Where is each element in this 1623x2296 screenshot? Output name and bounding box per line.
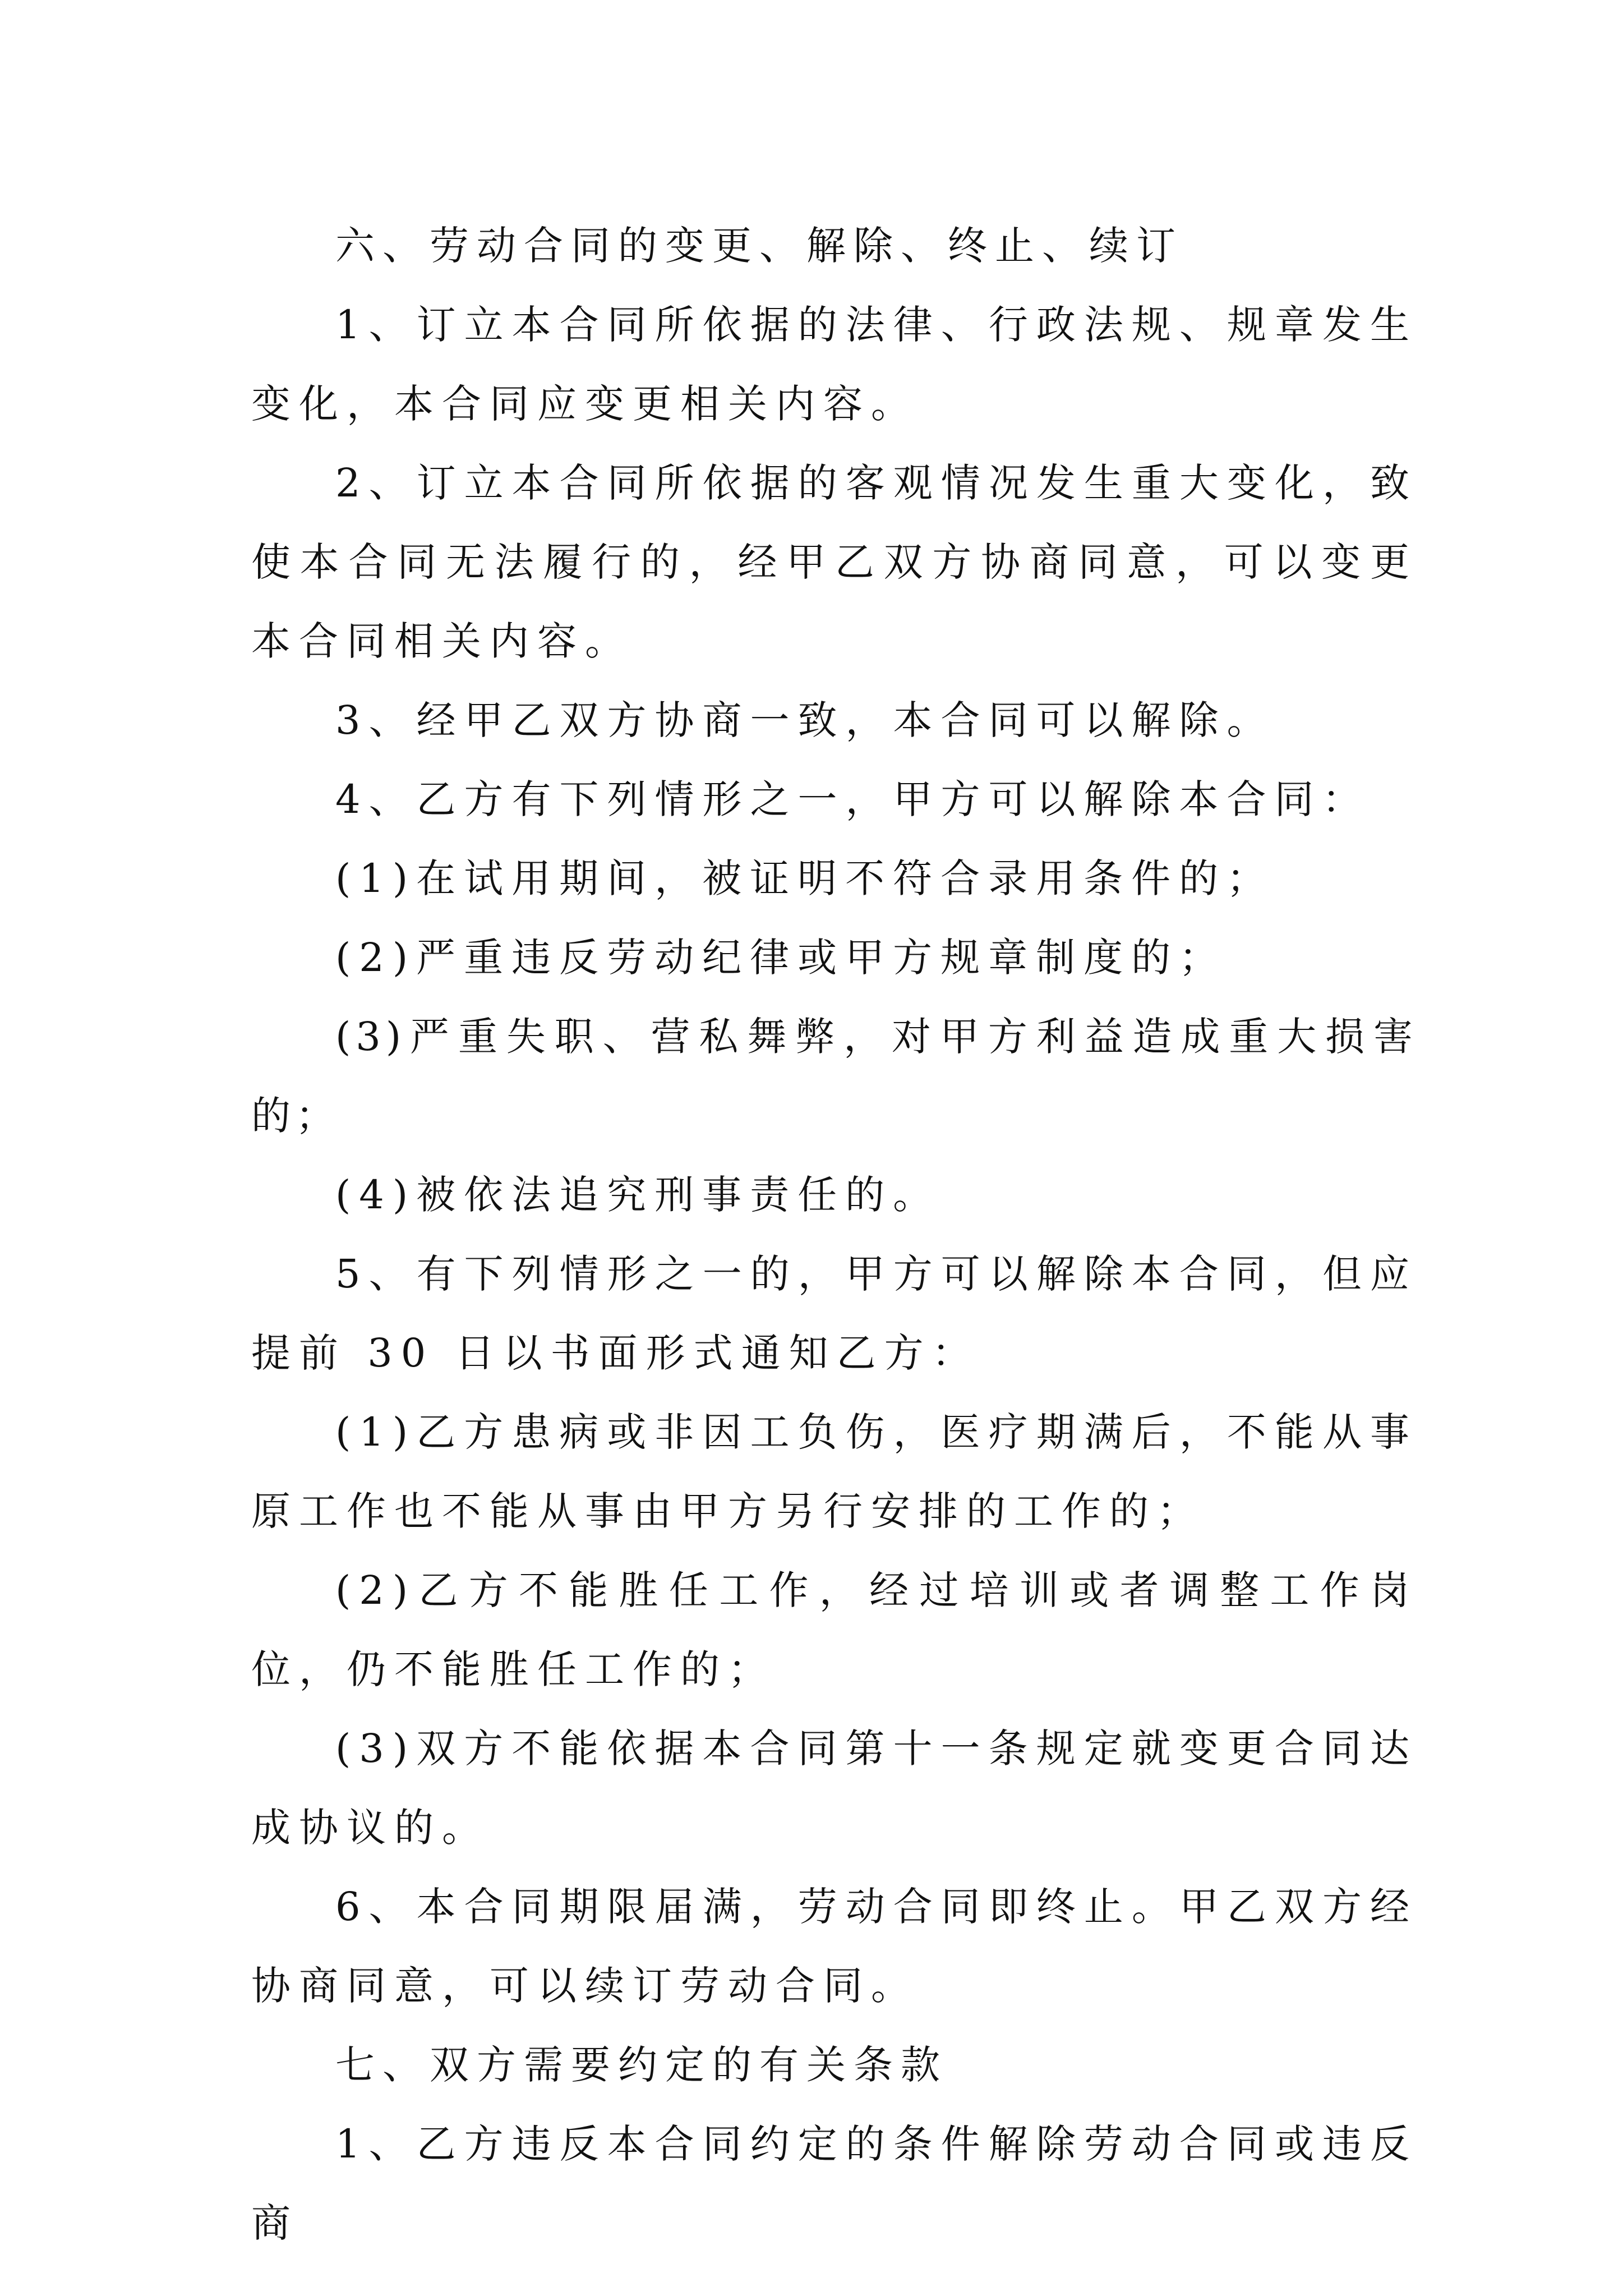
paragraph: 6、本合同期限届满，劳动合同即终止。甲乙双方经协商同意，可以续订劳动合同。 xyxy=(251,1884,1418,2009)
paragraph: 4、乙方有下列情形之一，甲方可以解除本合同： xyxy=(335,776,1370,822)
list-item: (3)双方不能依据本合同第十一条规定就变更合同达成协议的。 xyxy=(251,1726,1418,1851)
paragraph: 3、经甲乙双方协商一致，本合同可以解除。 xyxy=(335,697,1275,743)
list-item: (1)在试用期间，被证明不符合录用条件的； xyxy=(335,855,1275,901)
list-item: (2)严重违反劳动纪律或甲方规章制度的； xyxy=(335,935,1227,981)
paragraph: 1、乙方违反本合同约定的条件解除劳动合同或违反商 xyxy=(251,2121,1418,2246)
list-item: (2)乙方不能胜任工作，经过培训或者调整工作岗位，仍不能胜任工作的； xyxy=(251,1567,1418,1692)
list-item: (4)被依法追究刑事责任的。 xyxy=(335,1172,941,1218)
paragraph: 2、订立本合同所依据的客观情况发生重大变化，致使本合同无法履行的，经甲乙双方协商同意，可以变更本合同相关内容。 xyxy=(251,460,1418,664)
section-7-heading: 七、双方需要约定的有关条款 xyxy=(335,2042,948,2088)
document-body xyxy=(251,206,1418,2263)
list-item: (1)乙方患病或非因工负伤，医疗期满后，不能从事原工作也不能从事由甲方另行安排的工作的； xyxy=(251,1409,1418,1534)
list-item: (3)严重失职、营私舞弊，对甲方利益造成重大损害的； xyxy=(251,1014,1418,1139)
paragraph: 5、有下列情形之一的，甲方可以解除本合同，但应提前 30 日以书面形式通知乙方： xyxy=(251,1251,1418,1376)
section-6-heading: 六、劳动合同的变更、解除、终止、续订 xyxy=(335,223,1183,269)
paragraph: 1、订立本合同所依据的法律、行政法规、规章发生变化，本合同应变更相关内容。 xyxy=(251,302,1418,427)
